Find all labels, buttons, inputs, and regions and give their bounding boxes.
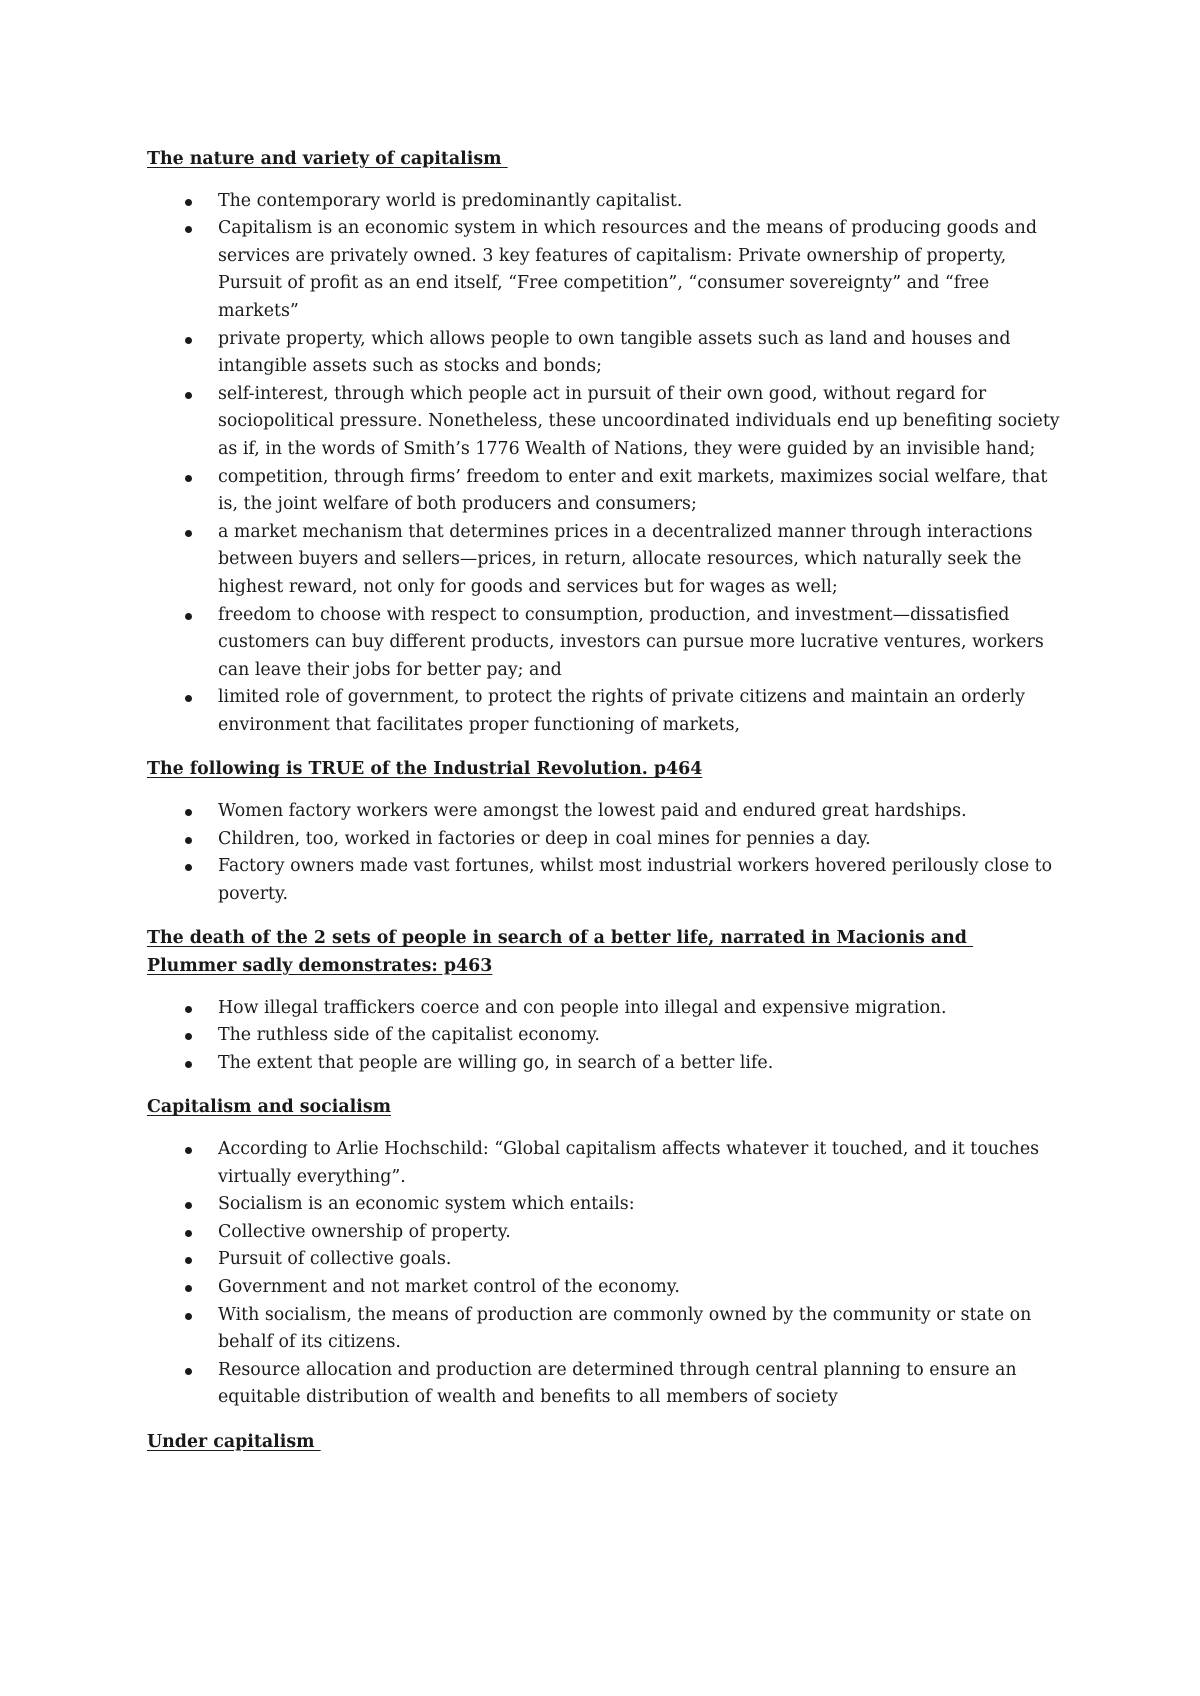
list-item (147, 826, 1062, 854)
document-body (147, 146, 1062, 1471)
bullet-icon (185, 392, 192, 399)
section (147, 756, 1062, 908)
bullet-list (147, 1136, 1062, 1412)
list-item (147, 1246, 1062, 1274)
list-item (147, 519, 1062, 602)
list-item-text: The ruthless side of the capitalist economy. (218, 1025, 600, 1046)
section-heading: Under capitalism (147, 1431, 321, 1452)
bullet-icon (185, 695, 192, 702)
list-item (147, 602, 1062, 685)
bullet-icon (185, 864, 192, 871)
list-item (147, 1357, 1062, 1412)
list-item-text: Resource allocation and production are determined through central planning to ensure an equitable distribution of wealth and benefits to all members of society (218, 1359, 1017, 1408)
list-item-text: With socialism, the means of production are commonly owned by the community or state on behalf of its citizens. (218, 1304, 1032, 1353)
section (147, 146, 1062, 739)
section-heading: The nature and variety of capitalism (147, 149, 508, 169)
list-item-text: Capitalism is an economic system in which resources and the means of producing goods and services are privately owned. 3 key features of capitalism: Private ownership of property, Pursuit of profit as an end itself, “Free competition”, “consumer sovereignty” and “free markets” (218, 218, 1038, 321)
list-item-text: Pursuit of collective goals. (218, 1249, 452, 1270)
list-item (147, 798, 1062, 826)
list-item-text: private property, which allows people to own tangible assets such as land and houses and intangible assets such as stocks and bonds; (218, 328, 1011, 377)
list-item-text: Socialism is an economic system which entails: (218, 1194, 635, 1215)
list-item-text: limited role of government, to protect the rights of private citizens and maintain an orderly environment that facilitates proper functioning of markets, (218, 687, 1025, 735)
bullet-list (147, 995, 1062, 1078)
list-item-text: a market mechanism that determines prices in a decentralized manner through interactions between buyers and sellers—prices, in return, allocate resources, which naturally seek the highest reward, not only for goods and services but for wages as well; (218, 521, 1033, 597)
list-item (147, 1274, 1062, 1302)
list-item-text: self-interest, through which people act in pursuit of their own good, without regard for sociopolitical pressure. Nonetheless, these uncoordinated individuals end up benefiting society as if, in the words of Smith’s 1776 Wealth of Nations, they were guided by an invisible hand; (218, 383, 1060, 459)
list-item-text: Government and not market control of the economy. (218, 1276, 680, 1297)
list-item (147, 1219, 1062, 1247)
bullet-icon (185, 1285, 192, 1292)
list-item (147, 995, 1062, 1023)
section-heading: The death of the 2 sets of people in search of a better life, narrated in Macionis and Plummer sadly demonstrates: p463 (147, 928, 974, 977)
bullet-icon (185, 1061, 192, 1068)
bullet-icon (185, 613, 192, 620)
bullet-list (147, 798, 1062, 908)
section-heading: Capitalism and socialism (147, 1097, 392, 1118)
list-item (147, 1136, 1062, 1191)
bullet-icon (185, 809, 192, 816)
bullet-icon (185, 1147, 192, 1154)
bullet-icon (185, 1368, 192, 1375)
bullet-icon (185, 1202, 192, 1209)
list-item-text: The extent that people are willing go, in search of a better life. (218, 1052, 774, 1073)
list-item (147, 381, 1062, 464)
section (147, 925, 1062, 1077)
list-item (147, 188, 1062, 216)
bullet-list (147, 188, 1062, 740)
bullet-icon (185, 530, 192, 537)
bullet-icon (185, 475, 192, 482)
bullet-icon (185, 1033, 192, 1040)
bullet-icon (185, 1006, 192, 1013)
list-item (147, 215, 1062, 325)
list-item (147, 1050, 1062, 1078)
list-item (147, 684, 1062, 739)
bullet-icon (185, 337, 192, 344)
list-item-text: competition, through firms’ freedom to enter and exit markets, maximizes social welfare, that is, the joint welfare of both producers and consumers; (218, 466, 1048, 515)
list-item-text: According to Arlie Hochschild: “Global capitalism affects whatever it touched, and it touches virtually everything”. (218, 1139, 1040, 1187)
bullet-icon (185, 837, 192, 844)
list-item-text: Factory owners made vast fortunes, whilst most industrial workers hovered perilously close to poverty. (218, 856, 1053, 904)
bullet-icon (185, 1257, 192, 1264)
bullet-icon (185, 1313, 192, 1320)
list-item (147, 853, 1062, 908)
section-heading: The following is TRUE of the Industrial Revolution. p464 (147, 759, 703, 780)
list-item-text: The contemporary world is predominantly capitalist. (218, 190, 683, 211)
list-item-text: Children, too, worked in factories or deep in coal mines for pennies a day. (218, 828, 871, 849)
bullet-icon (185, 1230, 192, 1237)
list-item (147, 464, 1062, 519)
list-item-text: How illegal traffickers coerce and con people into illegal and expensive migration. (218, 997, 947, 1018)
bullet-icon (185, 199, 192, 206)
bullet-icon (185, 226, 192, 233)
list-item-text: Collective ownership of property. (218, 1221, 511, 1242)
list-item-text: Women factory workers were amongst the lowest paid and endured great hardships. (218, 801, 967, 822)
list-item (147, 326, 1062, 381)
section (147, 1094, 1062, 1412)
section (147, 1429, 1062, 1457)
list-item (147, 1302, 1062, 1357)
list-item (147, 1191, 1062, 1219)
list-item (147, 1022, 1062, 1050)
list-item-text: freedom to choose with respect to consumption, production, and investment—dissatisfied customers can buy different products, investors can pursue more lucrative ventures, workers can leave their jobs for better pay; and (218, 604, 1044, 680)
